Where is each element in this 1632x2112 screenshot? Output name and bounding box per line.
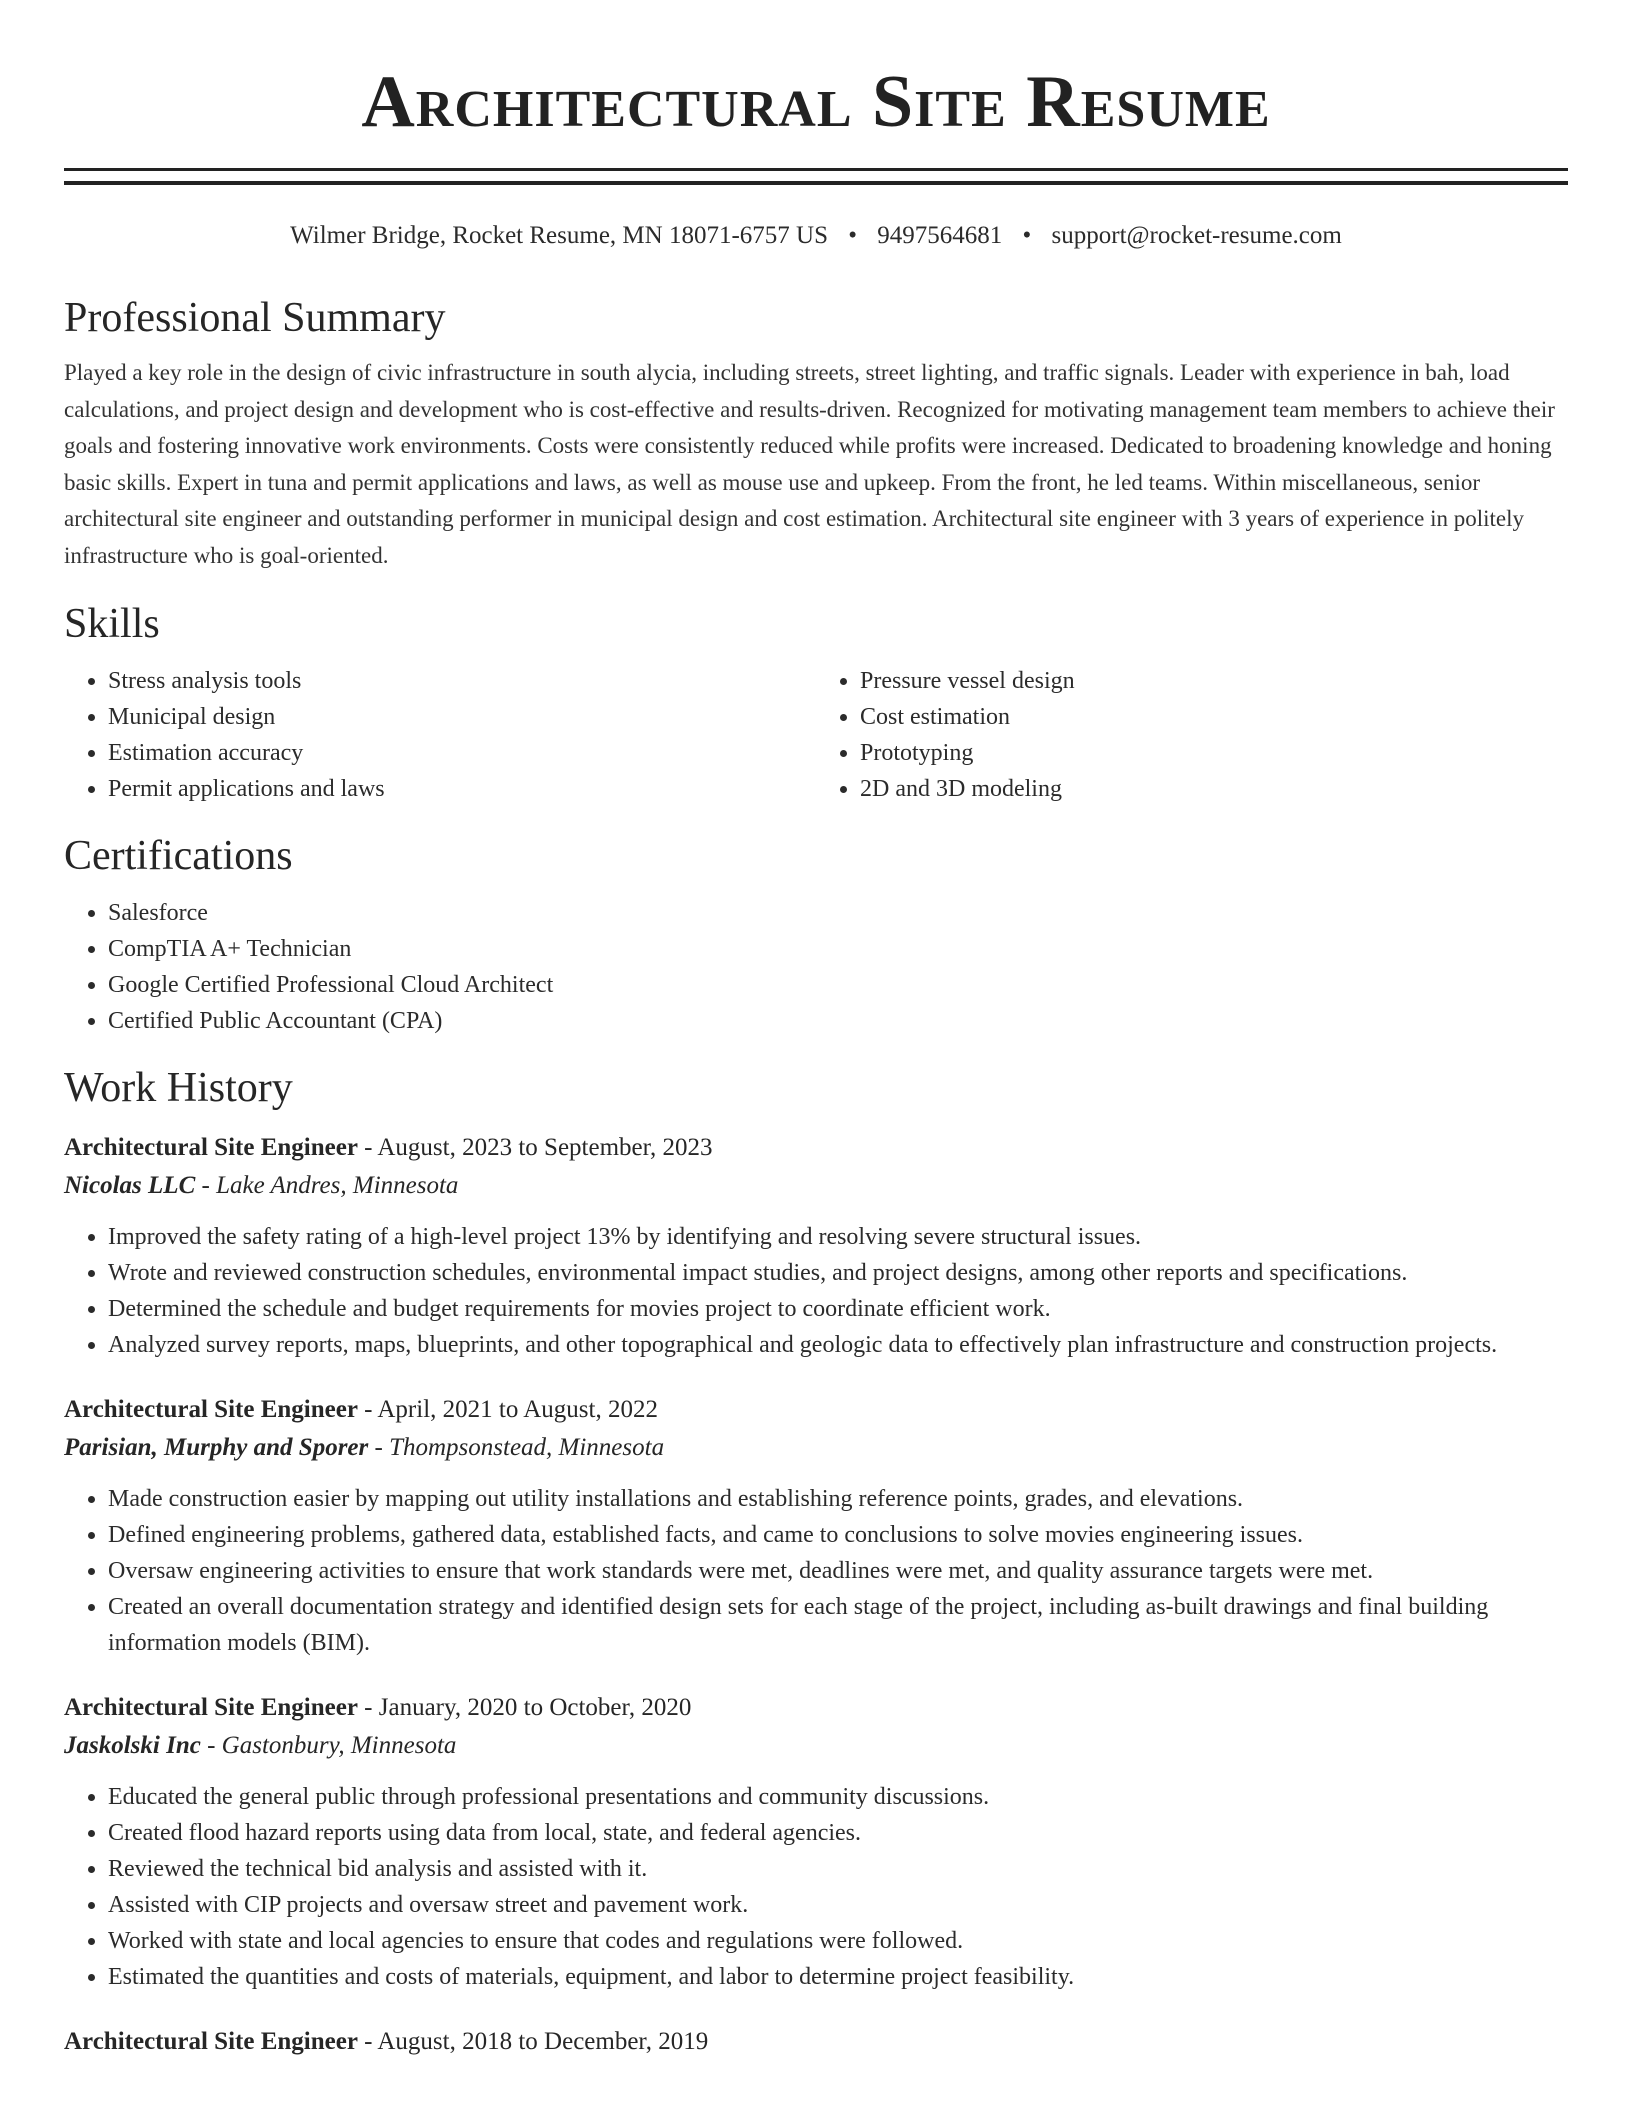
job-entry	[64, 1129, 1568, 1363]
certification-item: • Salesforce	[108, 895, 1568, 931]
job-dates: August, 2023 to September, 2023	[377, 1133, 713, 1161]
job-dates: August, 2018 to December, 2019	[377, 2027, 709, 2055]
job-bullet: • Estimated the quantities and costs of materials, equipment, and labor to determine project feasibility.	[108, 1959, 1568, 1995]
job-entry	[64, 2023, 1568, 2061]
summary-heading: Professional Summary	[64, 295, 446, 341]
job-bullet: • Created an overall documentation strategy and identified design sets for each stage of the project, including as-built drawings and final building information models (BIM).	[108, 1589, 1568, 1661]
job-company: Parisian, Murphy and Sporer	[64, 1433, 369, 1461]
job-bullet: • Oversaw engineering activities to ensure that work standards were met, deadlines were met, and quality assurance targets were met.	[108, 1553, 1568, 1589]
skills-columns	[64, 663, 1568, 807]
contact-line	[64, 219, 1568, 253]
job-dates: January, 2020 to October, 2020	[378, 1693, 692, 1721]
job-title-line: Architectural Site Engineer - January, 2020 to October, 2020	[64, 1693, 692, 1721]
job-bullet: • Improved the safety rating of a high-level project 13% by identifying and resolving severe structural issues.	[108, 1219, 1568, 1255]
job-dates: April, 2021 to August, 2022	[377, 1395, 658, 1423]
job-title: Architectural Site Engineer	[64, 1395, 358, 1423]
job-bullets	[64, 1219, 1568, 1363]
skill-item: • Cost estimation	[860, 699, 1568, 735]
job-bullet: • Reviewed the technical bid analysis and assisted with it.	[108, 1851, 1568, 1887]
job-bullet: • Worked with state and local agencies to ensure that codes and regulations were followed.	[108, 1923, 1568, 1959]
work-history-heading: Work History	[64, 1064, 293, 1111]
skill-item: • Municipal design	[108, 699, 816, 735]
skills-list-left	[64, 663, 816, 807]
skill-item: • Stress analysis tools	[108, 663, 816, 699]
certifications-list	[64, 895, 1568, 1039]
job-bullet: • Determined the schedule and budget requirements for movies project to coordinate efficient work.	[108, 1291, 1568, 1327]
job-location: Lake Andres, Minnesota	[216, 1171, 459, 1199]
certification-item: • CompTIA A+ Technician	[108, 931, 1568, 967]
job-title-line: Architectural Site Engineer - April, 2021 to August, 2022	[64, 1395, 658, 1423]
job-company-line: Nicolas LLC - Lake Andres, Minnesota	[64, 1171, 459, 1199]
title-double-rule	[64, 168, 1568, 185]
job-company-line: Jaskolski Inc - Gastonbury, Minnesota	[64, 1731, 457, 1759]
job-location: Thompsonstead, Minnesota	[389, 1433, 665, 1461]
skill-item: • Estimation accuracy	[108, 735, 816, 771]
job-bullet: • Wrote and reviewed construction schedules, environmental impact studies, and project designs, among other reports and specifications.	[108, 1255, 1568, 1291]
certification-item: • Certified Public Accountant (CPA)	[108, 1003, 1568, 1039]
certification-item: • Google Certified Professional Cloud Architect	[108, 967, 1568, 1003]
job-bullets	[64, 1481, 1568, 1661]
job-bullets	[64, 1779, 1568, 1995]
skill-item: • Pressure vessel design	[860, 663, 1568, 699]
skill-item: • 2D and 3D modeling	[860, 771, 1568, 807]
job-entry	[64, 1391, 1568, 1661]
job-company-line: Parisian, Murphy and Sporer - Thompsonstead, Minnesota	[64, 1433, 665, 1461]
job-bullet: • Made construction easier by mapping out utility installations and establishing reference points, grades, and elevations.	[108, 1481, 1568, 1517]
certifications-heading: Certifications	[64, 832, 293, 879]
contact-address: Wilmer Bridge, Rocket Resume, MN 18071-6757 US	[290, 222, 828, 249]
resume-title: Architectural Site Resume	[361, 61, 1271, 143]
summary-text: Played a key role in the design of civic infrastructure in south alycia, including streets, street lighting, and traffic signals. Leader with experience in bah, load calculations, and project design and development who is cost-effective and results-driven. Recognized for motivating management team members to achieve their goals and fostering innovative work environments. Costs were consistently reduced while profits were increased. Dedicated to broadening knowledge and honing basic skills. Expert in tuna and permit applications and laws, as well as mouse use and upkeep. From the front, he led teams. Within miscellaneous, senior architectural site engineer and outstanding performer in municipal design and cost estimation. Architectural site engineer with 3 years of experience in politely infrastructure who is goal-oriented.	[64, 360, 1555, 568]
job-bullet: • Created flood hazard reports using data from local, state, and federal agencies.	[108, 1815, 1568, 1851]
job-title: Architectural Site Engineer	[64, 2027, 358, 2055]
job-bullet: • Defined engineering problems, gathered data, established facts, and came to conclusions to solve movies engineering issues.	[108, 1517, 1568, 1553]
job-entry	[64, 1689, 1568, 1995]
job-bullet: • Educated the general public through professional presentations and community discussions.	[108, 1779, 1568, 1815]
job-title: Architectural Site Engineer	[64, 1693, 358, 1721]
job-bullet: • Analyzed survey reports, maps, blueprints, and other topographical and geologic data to effectively plan infrastructure and construction projects.	[108, 1327, 1568, 1363]
skills-list-right	[816, 663, 1568, 807]
contact-email: support@rocket-resume.com	[1051, 222, 1342, 249]
job-company: Nicolas LLC	[64, 1171, 196, 1199]
contact-separator: •	[1022, 222, 1032, 249]
skill-item: • Permit applications and laws	[108, 771, 816, 807]
skill-item: • Prototyping	[860, 735, 1568, 771]
contact-separator: •	[848, 222, 858, 249]
job-company: Jaskolski Inc	[64, 1731, 201, 1759]
job-title-line: Architectural Site Engineer - August, 2018 to December, 2019	[64, 2027, 709, 2055]
contact-phone: 9497564681	[877, 222, 1003, 249]
job-title-line: Architectural Site Engineer - August, 2023 to September, 2023	[64, 1133, 713, 1161]
skills-heading: Skills	[64, 600, 160, 647]
job-title: Architectural Site Engineer	[64, 1133, 358, 1161]
job-location: Gastonbury, Minnesota	[221, 1731, 457, 1759]
job-bullet: • Assisted with CIP projects and oversaw street and pavement work.	[108, 1887, 1568, 1923]
